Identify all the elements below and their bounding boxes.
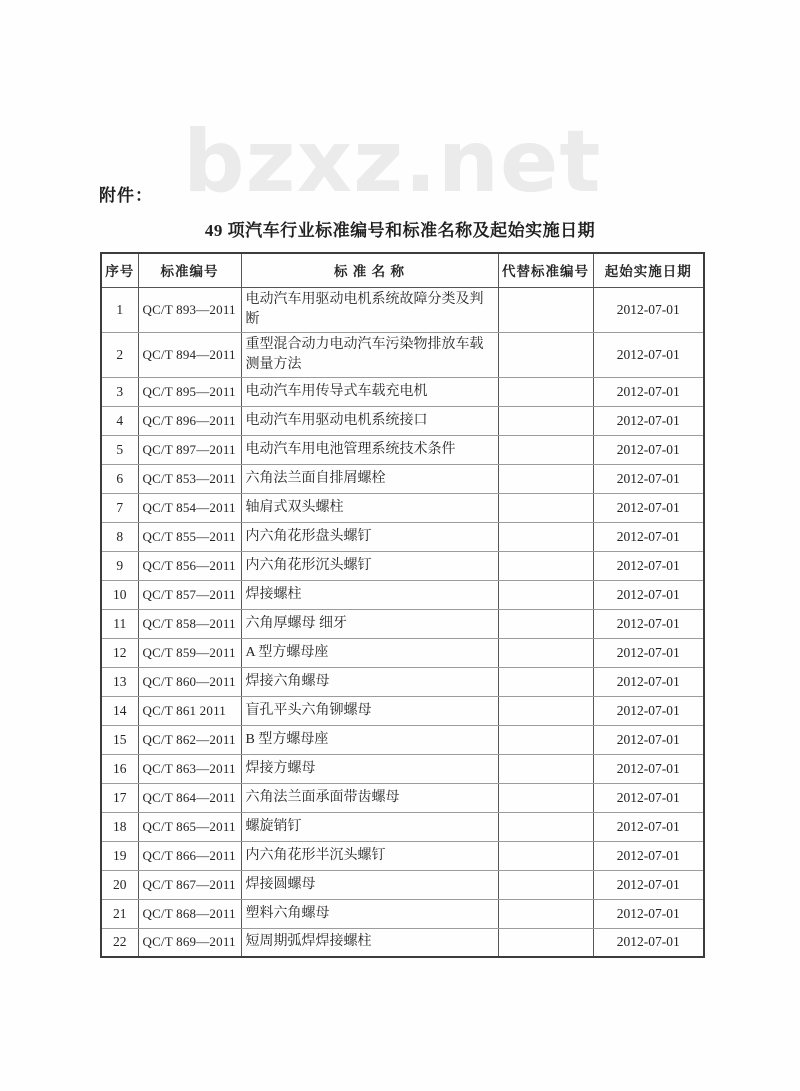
cell-serial-number: 9 <box>101 551 138 580</box>
header-standard-name: 标 准 名 称 <box>241 253 498 287</box>
table-row <box>101 609 704 638</box>
cell-standard-name: 焊接六角螺母 <box>241 667 498 696</box>
cell-serial-number: 10 <box>101 580 138 609</box>
cell-serial-number: 2 <box>101 332 138 377</box>
cell-serial-number: 14 <box>101 696 138 725</box>
cell-implementation-date: 2012-07-01 <box>593 493 704 522</box>
cell-implementation-date: 2012-07-01 <box>593 377 704 406</box>
cell-standard-name: 内六角花形盘头螺钉 <box>241 522 498 551</box>
cell-replaced-code <box>498 287 593 332</box>
cell-standard-name: A 型方螺母座 <box>241 638 498 667</box>
cell-replaced-code <box>498 928 593 957</box>
cell-implementation-date: 2012-07-01 <box>593 696 704 725</box>
cell-serial-number: 1 <box>101 287 138 332</box>
table-row <box>101 754 704 783</box>
cell-standard-name: 焊接方螺母 <box>241 754 498 783</box>
cell-replaced-code <box>498 812 593 841</box>
cell-serial-number: 22 <box>101 928 138 957</box>
cell-replaced-code <box>498 464 593 493</box>
cell-standard-code: QC/T 859—2011 <box>138 638 241 667</box>
cell-standard-code: QC/T 856—2011 <box>138 551 241 580</box>
cell-standard-name: 短周期弧焊焊接螺柱 <box>241 928 498 957</box>
cell-serial-number: 11 <box>101 609 138 638</box>
cell-standard-code: QC/T 862—2011 <box>138 725 241 754</box>
cell-implementation-date: 2012-07-01 <box>593 870 704 899</box>
cell-replaced-code <box>498 551 593 580</box>
cell-implementation-date: 2012-07-01 <box>593 332 704 377</box>
cell-serial-number: 12 <box>101 638 138 667</box>
cell-serial-number: 19 <box>101 841 138 870</box>
cell-standard-name: 电动汽车用电池管理系统技术条件 <box>241 435 498 464</box>
cell-standard-name: 内六角花形半沉头螺钉 <box>241 841 498 870</box>
cell-standard-name: 电动汽车用传导式车载充电机 <box>241 377 498 406</box>
cell-serial-number: 5 <box>101 435 138 464</box>
cell-standard-code: QC/T 894—2011 <box>138 332 241 377</box>
page-title: 49 项汽车行业标准编号和标准名称及起始实施日期 <box>204 221 596 240</box>
cell-standard-name: 电动汽车用驱动电机系统接口 <box>241 406 498 435</box>
table-row <box>101 812 704 841</box>
cell-replaced-code <box>498 783 593 812</box>
table-row <box>101 870 704 899</box>
cell-serial-number: 17 <box>101 783 138 812</box>
cell-implementation-date: 2012-07-01 <box>593 725 704 754</box>
cell-standard-code: QC/T 893—2011 <box>138 287 241 332</box>
cell-replaced-code <box>498 667 593 696</box>
table-row <box>101 841 704 870</box>
cell-implementation-date: 2012-07-01 <box>593 667 704 696</box>
table-row <box>101 783 704 812</box>
cell-serial-number: 18 <box>101 812 138 841</box>
cell-replaced-code <box>498 609 593 638</box>
cell-implementation-date: 2012-07-01 <box>593 812 704 841</box>
cell-implementation-date: 2012-07-01 <box>593 287 704 332</box>
cell-standard-name: 六角厚螺母 细牙 <box>241 609 498 638</box>
cell-standard-name: 内六角花形沉头螺钉 <box>241 551 498 580</box>
table-row <box>101 332 704 377</box>
cell-standard-code: QC/T 869—2011 <box>138 928 241 957</box>
cell-implementation-date: 2012-07-01 <box>593 551 704 580</box>
header-replaced-code: 代替标准编号 <box>498 253 593 287</box>
table-row <box>101 435 704 464</box>
cell-implementation-date: 2012-07-01 <box>593 609 704 638</box>
attachment-label: 附件： <box>99 186 153 205</box>
cell-serial-number: 8 <box>101 522 138 551</box>
cell-implementation-date: 2012-07-01 <box>593 435 704 464</box>
cell-serial-number: 20 <box>101 870 138 899</box>
cell-implementation-date: 2012-07-01 <box>593 841 704 870</box>
table-row <box>101 899 704 928</box>
cell-serial-number: 4 <box>101 406 138 435</box>
cell-standard-name: 焊接螺柱 <box>241 580 498 609</box>
cell-standard-code: QC/T 857—2011 <box>138 580 241 609</box>
header-implementation-date: 起始实施日期 <box>593 253 704 287</box>
cell-replaced-code <box>498 638 593 667</box>
table-row <box>101 493 704 522</box>
cell-replaced-code <box>498 377 593 406</box>
cell-replaced-code <box>498 725 593 754</box>
watermark-text: bzxz.net <box>183 112 602 212</box>
cell-standard-name: 轴肩式双头螺柱 <box>241 493 498 522</box>
cell-replaced-code <box>498 870 593 899</box>
cell-standard-code: QC/T 861 2011 <box>138 696 241 725</box>
cell-standard-code: QC/T 864—2011 <box>138 783 241 812</box>
cell-standard-code: QC/T 865—2011 <box>138 812 241 841</box>
cell-serial-number: 3 <box>101 377 138 406</box>
header-serial-number: 序号 <box>101 253 138 287</box>
cell-replaced-code <box>498 754 593 783</box>
cell-standard-name: B 型方螺母座 <box>241 725 498 754</box>
table-row <box>101 551 704 580</box>
cell-implementation-date: 2012-07-01 <box>593 406 704 435</box>
table-header-row <box>101 253 704 287</box>
table-row <box>101 725 704 754</box>
table-row <box>101 667 704 696</box>
cell-standard-code: QC/T 895—2011 <box>138 377 241 406</box>
cell-standard-code: QC/T 853—2011 <box>138 464 241 493</box>
cell-implementation-date: 2012-07-01 <box>593 928 704 957</box>
cell-standard-name: 盲孔平头六角铆螺母 <box>241 696 498 725</box>
cell-standard-code: QC/T 868—2011 <box>138 899 241 928</box>
cell-standard-name: 塑料六角螺母 <box>241 899 498 928</box>
table-row <box>101 287 704 332</box>
cell-replaced-code <box>498 522 593 551</box>
cell-replaced-code <box>498 696 593 725</box>
cell-standard-name: 焊接圆螺母 <box>241 870 498 899</box>
table-row <box>101 696 704 725</box>
cell-implementation-date: 2012-07-01 <box>593 522 704 551</box>
cell-replaced-code <box>498 406 593 435</box>
cell-implementation-date: 2012-07-01 <box>593 783 704 812</box>
table-row <box>101 406 704 435</box>
cell-serial-number: 7 <box>101 493 138 522</box>
cell-serial-number: 6 <box>101 464 138 493</box>
cell-standard-name: 电动汽车用驱动电机系统故障分类及判断 <box>241 287 498 332</box>
table-row <box>101 522 704 551</box>
cell-serial-number: 15 <box>101 725 138 754</box>
cell-replaced-code <box>498 332 593 377</box>
cell-implementation-date: 2012-07-01 <box>593 464 704 493</box>
cell-standard-name: 六角法兰面承面带齿螺母 <box>241 783 498 812</box>
cell-standard-code: QC/T 860—2011 <box>138 667 241 696</box>
cell-implementation-date: 2012-07-01 <box>593 899 704 928</box>
cell-standard-code: QC/T 867—2011 <box>138 870 241 899</box>
cell-implementation-date: 2012-07-01 <box>593 580 704 609</box>
table-body <box>101 287 704 957</box>
cell-replaced-code <box>498 841 593 870</box>
cell-replaced-code <box>498 580 593 609</box>
cell-standard-name: 螺旋销钉 <box>241 812 498 841</box>
cell-serial-number: 16 <box>101 754 138 783</box>
cell-standard-code: QC/T 863—2011 <box>138 754 241 783</box>
cell-serial-number: 21 <box>101 899 138 928</box>
cell-standard-code: QC/T 858—2011 <box>138 609 241 638</box>
header-standard-code: 标准编号 <box>138 253 241 287</box>
table-row <box>101 638 704 667</box>
table-row <box>101 377 704 406</box>
table-row <box>101 928 704 957</box>
cell-replaced-code <box>498 899 593 928</box>
cell-standard-code: QC/T 897—2011 <box>138 435 241 464</box>
cell-replaced-code <box>498 435 593 464</box>
cell-standard-name: 六角法兰面自排屑螺栓 <box>241 464 498 493</box>
cell-standard-code: QC/T 855—2011 <box>138 522 241 551</box>
table-row <box>101 580 704 609</box>
cell-standard-name: 重型混合动力电动汽车污染物排放车载测量方法 <box>241 332 498 377</box>
table-row <box>101 464 704 493</box>
cell-standard-code: QC/T 866—2011 <box>138 841 241 870</box>
cell-standard-code: QC/T 854—2011 <box>138 493 241 522</box>
cell-serial-number: 13 <box>101 667 138 696</box>
cell-implementation-date: 2012-07-01 <box>593 754 704 783</box>
cell-replaced-code <box>498 493 593 522</box>
standards-table <box>100 252 705 958</box>
cell-implementation-date: 2012-07-01 <box>593 638 704 667</box>
cell-standard-code: QC/T 896—2011 <box>138 406 241 435</box>
